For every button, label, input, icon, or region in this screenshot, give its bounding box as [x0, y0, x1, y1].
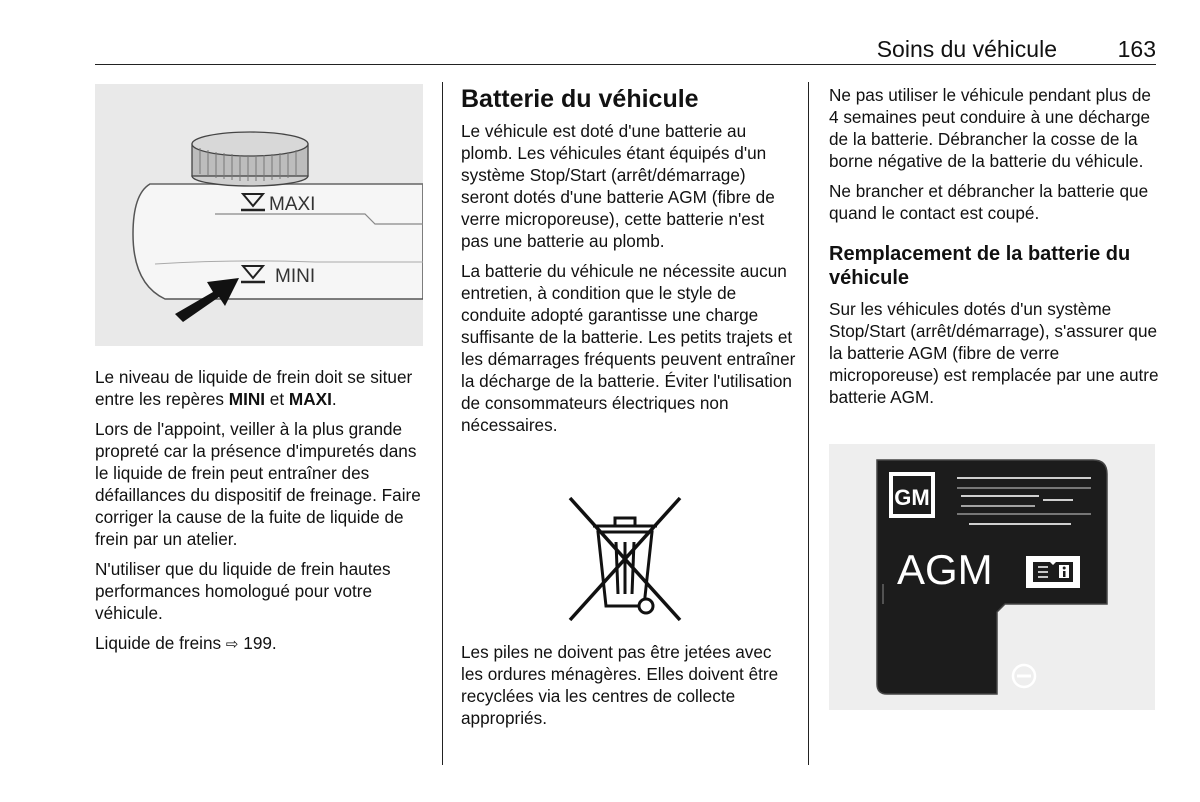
subsection-heading: Remplacement de la batterie du véhicule: [829, 243, 1131, 289]
battery-type-paragraph: Le véhicule est doté d'une batterie au plomb. Les véhicules étant équipés d'un système Stop/Start (arrêt/démarrage) seront dotés d'une batterie AGM (fibre de verre microporeuse), cette batterie n'est pas une batterie au plomb.: [461, 121, 775, 251]
brake-fluid-reservoir-illustration: [95, 84, 423, 346]
column-divider-right: [808, 82, 809, 765]
recycling-paragraph: Les piles ne doivent pas être jetées avec les ordures ménagères. Elles doivent être recyclées via les centres de collecte appropriés.: [461, 642, 779, 728]
agm-battery-label-illustration: [829, 444, 1155, 710]
mini-keyword: MINI: [228, 389, 266, 409]
fluid-spec-paragraph: N'utiliser que du liquide de frein hautes performances homologué pour votre véhicule.: [95, 559, 391, 623]
section-heading: Batterie du véhicule: [461, 85, 699, 113]
right-column-text: [829, 84, 1159, 416]
maintenance-paragraph: La batterie du véhicule ne nécessite aucun entretien, à condition que le style de conduite adopté garantisse une charge suffisante de la batterie. Les petits trajets et les démarrages fréquents peuvent entraîner la décharge de la batterie. Éviter l'utilisation de consommateurs électriques non nécessaires.: [461, 261, 796, 435]
left-column-text: [95, 366, 425, 664]
maxi-keyword: MAXI: [288, 389, 332, 409]
brake-fluid-reference: [95, 632, 425, 656]
maxi-mark-label: MAXI: [269, 194, 316, 215]
header-divider: [95, 64, 1156, 65]
owner-manual-book-icon: [1026, 556, 1080, 588]
agm-label-text: AGM: [897, 546, 993, 593]
reference-page-link[interactable]: 199.: [238, 633, 277, 653]
page-section-title: Soins du véhicule: [876, 36, 1057, 62]
crossed-bin-figure: [560, 494, 690, 624]
crossed-out-wheelie-bin-icon: [560, 494, 690, 624]
reference-text: Liquide de freins: [95, 633, 226, 653]
paragraph-text: .: [331, 389, 337, 409]
agm-battery-label-figure: [829, 444, 1155, 710]
page-reference-arrow-icon: ⇨: [225, 636, 239, 653]
mini-mark-label: MINI: [275, 266, 316, 287]
paragraph-text: et: [265, 389, 289, 409]
ignition-paragraph: Ne brancher et débrancher la batterie que quand le contact est coupé.: [829, 181, 1149, 223]
page-number: 163: [1117, 36, 1156, 62]
paragraph-text: Le niveau de liquide de frein doit se situer entre les repères: [95, 367, 413, 409]
column-divider-left: [442, 82, 443, 765]
mini-maxi-paragraph: [95, 366, 425, 410]
brake-fluid-reservoir-figure: [95, 84, 423, 346]
replacement-paragraph: Sur les véhicules dotés d'un système Stop/Start (arrêt/démarrage), s'assurer que la batterie AGM (fibre de verre microporeuse) est remplacée par une autre batterie AGM.: [829, 299, 1159, 407]
cleanliness-paragraph: Lors de l'appoint, veiller à la plus grande propreté car la présence d'impuretés dans le liquide de frein peut entraîner des défaillances du dispositif de freinage. Faire corriger la cause de la fuite de liquide de frein par un atelier.: [95, 419, 421, 549]
storage-paragraph: Ne pas utiliser le véhicule pendant plus de 4 semaines peut conduire à une décharge de la batterie. Débrancher la cosse de la borne négative de la batterie du véhicule.: [829, 85, 1151, 171]
gm-logo-text: GM: [894, 485, 930, 510]
middle-column-text: [461, 84, 796, 444]
recycling-text: [461, 641, 796, 737]
